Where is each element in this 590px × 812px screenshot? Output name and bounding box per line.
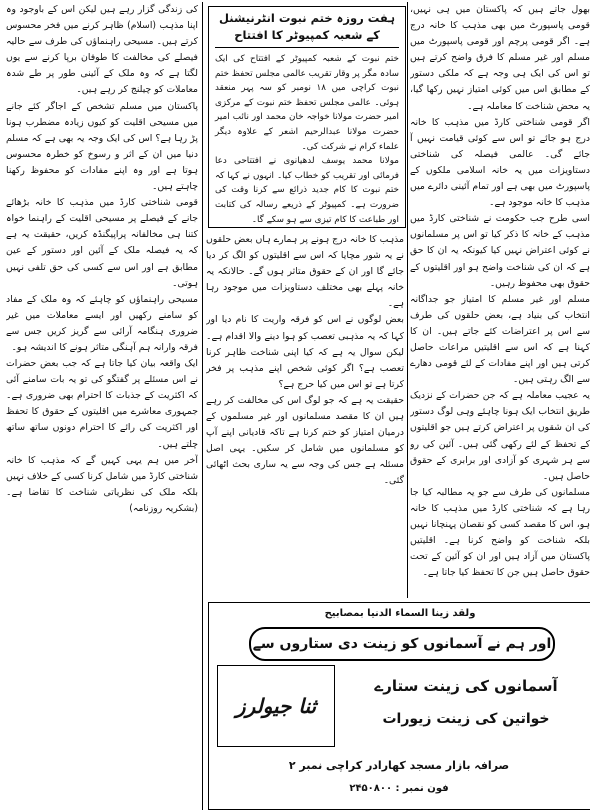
paragraph: پاکستان میں مسلم تشخص کے اجاگر کئے جانے میں مسیحی اقلیت کو کیوں زیادہ مضطرب ہونا پڑ رہا ہے؟ اس کی ایک وجہ یہ بھی ہے کہ مسلم دنیا میں ان کے اثر و رسوخ کو خطرہ محسوس ہوتا ہے اور وہ اپنے مفادات کو محفوظ رکھنا چاہتے ہیں۔ xyxy=(6,100,198,193)
paragraph: یہ عجیب معاملہ ہے کہ جن حضرات کے نزدیک طریق انتخاب ایک ہونا چاہئے وہی لوگ دستور کی ان شقوں پر اعتراض کرتے ہیں جو اقلیتوں کے تحفظ کے لئے رکھی گئی ہیں۔ آئین کی رو سے ہر شہری کو آزادی اور برابری کے حقوق حاصل ہیں۔ xyxy=(410,390,590,482)
paragraph: ختم نبوت کے شعبہ کمپیوٹر کے افتتاح کی ایک سادہ مگر پر وقار تقریب عالمی مجلس تحفظ ختم نبوت کراچی میں ۱۸ نومبر کو سہ پہر منعقد ہوئی۔ عالمی مجلس تحفظ ختم نبوت کے مرکزی امیر حضرت مولانا خواجہ خان محمد اور نائب امیر حضرت مولانا عبدالرحیم اشعر کے علاوہ دیگر علماء کرام نے شرکت کی۔ xyxy=(215,54,400,152)
paragraph: مولانا محمد یوسف لدھیانوی نے افتتاحی دعا فرمائی اور تقریب کو خطاب کیا۔ انہوں نے کہا کہ ختم نبوت کا کام جدید ذرائع سے کرنا وقت کی ضرورت ہے۔ کمپیوٹر کے ذریعے رسالہ کی کتابت اور طباعت کا کام تیزی سے ہو سکے گا۔ xyxy=(215,156,399,225)
box-body xyxy=(215,52,399,228)
jewellers-advertisement xyxy=(208,602,590,810)
paragraph: اسی طرح جب حکومت نے شناختی کارڈ میں مذہب کے خانہ کا ذکر کیا تو اس پر مسلمانوں نے کوئی اعتراض نہیں کیا کیونکہ یہ ان کا حق ہے کہ ان کی شناخت واضح ہو اور اقلیتوں کے حقوق بھی محفوظ رہیں۔ xyxy=(410,213,590,289)
article-column-middle xyxy=(206,232,404,594)
ad-tagline: خواتین کی زینت زیورات xyxy=(382,711,550,727)
ad-address: صرافہ بازار مسجد کھارادر کراچی نمبر ۲ xyxy=(288,759,510,772)
paragraph: ایک واقعہ بیان کیا جاتا ہے کہ جب بعض حضرات نے اس مسئلے پر گفتگو کی تو یہ بات سامنے آئی کہ اکثریت کے جذبات کا احترام بھی ضروری ہے۔ جمہوری معاشرے میں اقلیتوں کے حقوق کا تحفظ اور اکثریت کی رائے کا احترام دونوں ساتھ ساتھ چلتے ہیں۔ xyxy=(6,358,198,450)
column-divider xyxy=(407,2,408,598)
paragraph: کی زندگی گزار رہے ہیں لیکن اس کے باوجود وہ اپنا مذہب (اسلام) ظاہر کرنے میں فخر محسوس کرتے ہیں۔ مسیحی راہنماؤں کی طرف سے حالیہ فیصلے کی مخالفت کا طوفان برپا کرنے سے یوں لگتا ہے کہ وہ ملک کے آئینی طور پر طے شدہ معاملات کو چیلنج کر رہے ہیں۔ xyxy=(6,4,198,96)
paragraph: بھول جاتے ہیں کہ پاکستان میں ہی نہیں، قومی پاسپورٹ میں بھی مذہب کا خانہ درج ہے۔ اگر قومی پرچم اور قومی پاسپورٹ میں مسلم اور غیر مسلم کا فرق واضح کرتے ہیں تو اس کی ایک ہی وجہ ہے کہ ملکی دستور کے مطابق اس میں کوئی امتیاز نہیں رکھا گیا، یہ محض شناخت کا معاملہ ہے۔ xyxy=(410,4,590,112)
paragraph: مسلمانوں کی طرف سے جو یہ مطالبہ کیا جا رہا ہے کہ شناختی کارڈ میں مذہب کا خانہ ہو، اس کا مقصد کسی کو نقصان پہنچانا نہیں بلکہ شناخت کو واضح کرنا ہے۔ اقلیتیں پاکستان میں آزاد ہیں اور ان کو آئین کے تحت حقوق حاصل ہیں جن کا تحفظ کیا جاتا ہے۔ xyxy=(410,486,590,579)
paragraph xyxy=(215,227,399,228)
paragraph: قومی شناختی کارڈ میں مذہب کا خانہ بڑھائے جانے کے فیصلے پر مسیحی اقلیت کے راہنما خواہ کتنا ہی مخالفانہ پراپیگنڈہ کریں، حقیقت یہ ہے کہ یہ فیصلہ ملک کے آئین اور دستور کے عین مطابق ہے اور اس سے کسی کی حق تلفی نہیں ہوتی۔ xyxy=(6,197,198,289)
ad-logo: ثنا جیولرز xyxy=(217,665,335,747)
ad-tagline: آسمانوں کی زینت ستارے xyxy=(374,677,558,695)
column-divider xyxy=(202,2,203,810)
paragraph: اگر قومی شناختی کارڈ میں مذہب کا خانہ درج ہو جائے تو اس سے کوئی قیامت نہیں آ جائے گی۔ عالمی فیصلہ کی شناختی دستاویزات میں یہ خانہ اسلامی ملکوں کے پاسپورٹ میں بھی ہے اور تمام آئینی دائرے میں مذہب کا خانہ موجود ہے۔ xyxy=(410,116,590,209)
article-column-right xyxy=(410,2,590,592)
ad-banner: اور ہم نے آسمانوں کو زینت دی ستاروں سے xyxy=(249,627,555,661)
ad-verse: ولقد زینا السماء الدنیا بمصابیح xyxy=(324,608,476,619)
paragraph: بعض لوگوں نے اس کو فرقہ واریت کا نام دیا اور کہا کہ یہ مذہبی تعصب کو ہوا دینے والا اقدام ہے۔ لیکن سوال یہ ہے کہ کیا اپنی شناخت ظاہر کرنا تعصب ہے؟ اگر کوئی شخص اپنے مذہب پر فخر کرتا ہے تو اس میں کیا حرج ہے؟ xyxy=(206,314,404,390)
paragraph: مسلم اور غیر مسلم کا امتیاز جو جداگانہ انتخاب کی بنیاد ہے، بعض حلقوں کی طرف سے اس پر اعتراضات کئے جاتے ہیں۔ ان کا کہنا ہے کہ اس سے اقلیتیں مراعات حاصل کرتی ہیں اور اپنے مفادات کے لئے قومی دھارے سے الگ رہتی ہیں۔ xyxy=(410,293,590,386)
paragraph: آخر میں ہم یہی کہیں گے کہ مذہب کا خانہ شناختی کارڈ میں شامل کرنا کسی کے خلاف نہیں بلکہ ملک کی نظریاتی شناخت کا تقاضا ہے۔ (بشکریہ روزنامہ) xyxy=(6,454,198,514)
paragraph: مسیحی راہنماؤں کو چاہئے کہ وہ ملک کے مفاد کو سامنے رکھیں اور ایسے معاملات میں غیر ضروری ہنگامہ آرائی سے گریز کریں جس سے فرقہ وارانہ ہم آہنگی متاثر ہونے کا اندیشہ ہو۔ xyxy=(6,293,198,353)
paragraph: حقیقت یہ ہے کہ جو لوگ اس کی مخالفت کر رہے ہیں ان کا مقصد مسلمانوں اور غیر مسلموں کے درمیان امتیاز کو ختم کرنا ہے تاکہ قادیانی اپنے آپ کو مسلمانوں میں شامل کر سکیں۔ یہی اصل مسئلہ ہے جس کی وجہ سے یہ ساری بحث اٹھائی گئی۔ xyxy=(206,394,404,487)
article-column-left xyxy=(6,2,198,810)
newspaper-page xyxy=(4,2,590,808)
ad-phone: فون نمبر : ۲۴۵۰۸۰۰ xyxy=(349,783,449,794)
news-box xyxy=(208,6,406,228)
paragraph: مذہب کا خانہ درج ہونے پر ہمارے ہاں بعض حلقوں نے یہ شور مچایا کہ اس سے اقلیتوں کو الگ کر دیا جائے گا اور ان کے حقوق متاثر ہوں گے۔ حالانکہ یہ خانہ پہلے بھی مختلف دستاویزات میں موجود رہا ہے۔ xyxy=(206,234,404,310)
box-headline: ہفت روزہ ختم نبوت انٹرنیشنل کے شعبہ کمپیوٹر کا افتتاح xyxy=(215,10,399,48)
